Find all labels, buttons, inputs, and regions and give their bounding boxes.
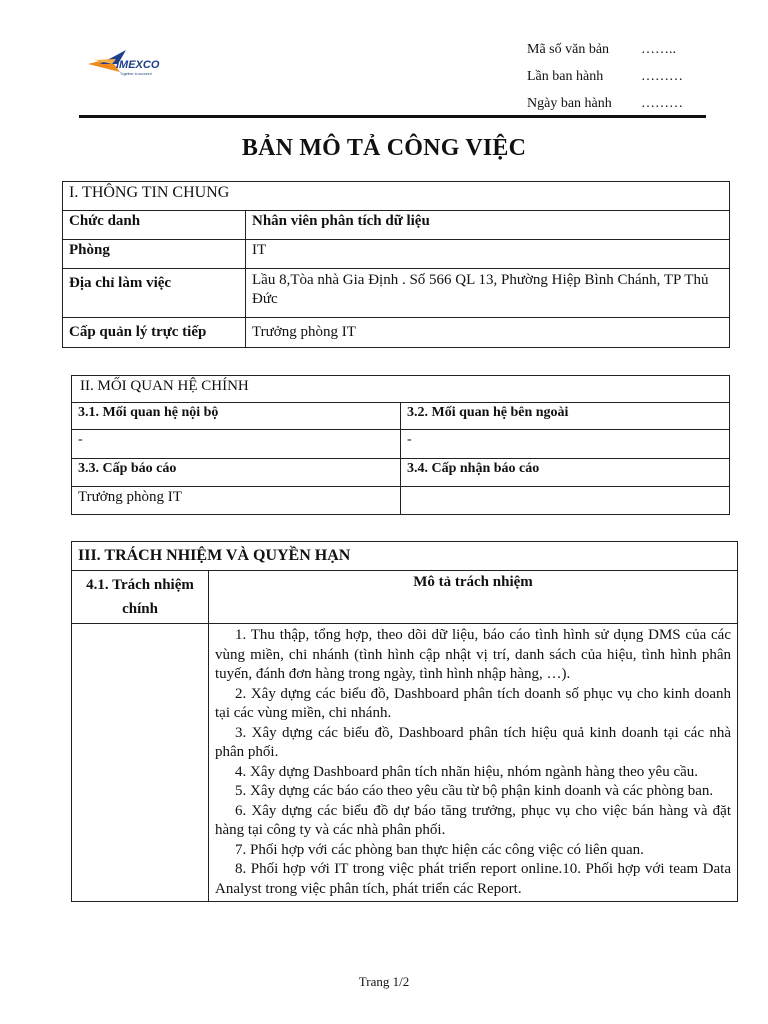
document-metadata — [527, 36, 683, 117]
receive-report-value — [401, 487, 730, 515]
logo-tagline: Together to succeed — [120, 72, 152, 76]
duty-item: 2. Xây dựng các biểu đồ, Dashboard phân tích doanh số phục vụ cho kinh doanh tại các vùng miền, chi nhánh. — [215, 685, 731, 721]
relationships-table — [71, 375, 730, 515]
meta-value: ……… — [641, 68, 683, 84]
main-responsibility-header: 4.1. Trách nhiệm chính — [72, 571, 209, 624]
meta-ma-so — [527, 36, 683, 63]
report-to-value: Trưởng phòng IT — [72, 487, 401, 515]
meta-value: ……… — [641, 95, 683, 111]
section-1-heading: I. THÔNG TIN CHUNG — [63, 182, 730, 211]
receive-report-label: 3.4. Cấp nhận báo cáo — [401, 459, 730, 487]
duty-item: 1. Thu thập, tổng hợp, theo dõi dữ liệu, báo cáo tình hình sử dụng DMS của các vùng miền, chi nhánh (tình hình cập nhật vị trí, danh sách của hiệu, tình hình phân tuyến, đánh đơn hàng trong ngày, tình hình nhập hàng, …). — [215, 627, 731, 682]
meta-value: …….. — [641, 41, 676, 57]
label-chuc-danh: Chức danh — [63, 211, 246, 240]
duty-item: 5. Xây dựng các báo cáo theo yêu cầu từ bộ phận kinh doanh và các phòng ban. — [235, 783, 714, 799]
general-info-table — [62, 181, 730, 348]
internal-relationship-label: 3.1. Mối quan hệ nội bộ — [72, 403, 401, 430]
meta-label: Lần ban hành — [527, 68, 604, 84]
label-phong: Phòng — [63, 240, 246, 269]
responsibility-description-header: Mô tả trách nhiệm — [209, 571, 738, 624]
duty-item: 7. Phối hợp với các phòng ban thực hiện các công việc có liên quan. — [235, 841, 644, 858]
duty-item: 8. Phối hợp với IT trong việc phát triển report online.10. Phối hợp với team Data Analyst trong việc phân tích, phát triển các Report. — [215, 861, 731, 897]
label-cap-quan-ly: Cấp quản lý trực tiếp — [63, 318, 246, 348]
responsibilities-table — [71, 541, 738, 902]
external-relationship-value: - — [401, 430, 730, 459]
report-to-label: 3.3. Cấp báo cáo — [72, 459, 401, 487]
page-number: Trang 1/2 — [358, 974, 410, 989]
internal-relationship-value: - — [72, 430, 401, 459]
header-divider — [79, 115, 706, 118]
duty-item: 6. Xây dựng các biểu đồ dự báo tăng trưởng, phục vụ cho việc bán hàng và đặt hàng tại công ty và các nhà phân phối. — [215, 802, 731, 838]
duty-item: 3. Xây dựng các biểu đồ, Dashboard phân tích hiệu quả kinh doanh tại các nhà phân phối. — [215, 724, 731, 760]
value-dia-chi: Lầu 8,Tòa nhà Gia Định . Số 566 QL 13, Phường Hiệp Bình Chánh, TP Thủ Đức — [246, 269, 730, 318]
value-phong: IT — [246, 240, 730, 269]
value-chuc-danh: Nhân viên phân tích dữ liệu — [246, 211, 730, 240]
meta-label: Ngày ban hành — [527, 95, 612, 111]
meta-ngay-ban-hanh — [527, 90, 683, 117]
label-dia-chi: Địa chỉ làm việc — [63, 269, 246, 318]
responsibility-empty-cell — [72, 624, 209, 902]
section-3-heading: III. TRÁCH NHIỆM VÀ QUYỀN HẠN — [72, 542, 738, 571]
duty-item: 4. Xây dựng Dashboard phân tích nhãn hiệu, nhóm ngành hàng theo yêu cầu. — [235, 763, 699, 780]
meta-label: Mã số văn bản — [527, 41, 610, 57]
logo-text: IMEXCO — [116, 59, 160, 71]
duty-list — [209, 624, 738, 902]
company-logo — [86, 42, 162, 86]
value-cap-quan-ly: Trưởng phòng IT — [246, 318, 730, 348]
section-2-heading: II. MỐI QUAN HỆ CHÍNH — [72, 376, 730, 403]
meta-lan-ban-hanh — [527, 63, 683, 90]
external-relationship-label: 3.2. Mối quan hệ bên ngoài — [401, 403, 730, 430]
document-title: BẢN MÔ TẢ CÔNG VIỆC — [241, 135, 527, 161]
